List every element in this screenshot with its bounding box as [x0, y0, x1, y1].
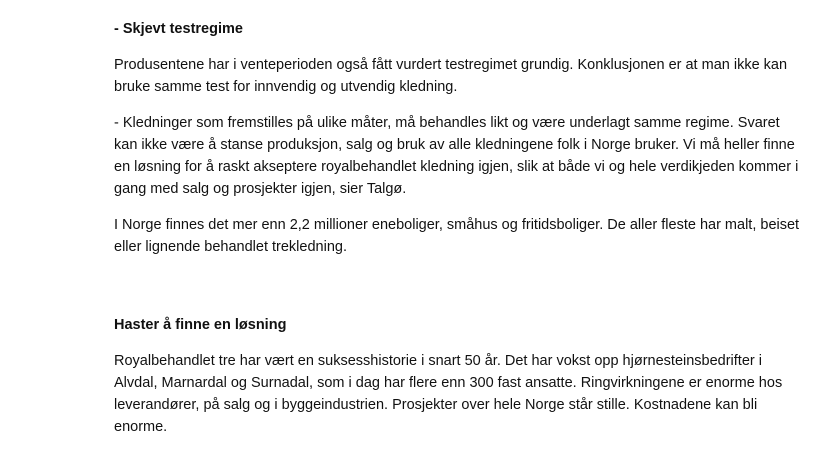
paragraph-royalbehandlet: Royalbehandlet tre har vært en suksesshistorie i snart 50 år. Det har vokst opp hjørnesteinsbedrifter i Alvdal, Marnardal og Surnadal, som i dag har flere enn 300 fast ansatte. Ringvirkningene er enorme hos leverandører, på salg og i byggeindustrien. Prosjekter over hele Norge står stille. Kostnadene kan bli enorme.	[114, 353, 783, 435]
section-heading-haster: Haster å finne en løsning	[114, 317, 287, 333]
paragraph-norge-boliger: I Norge finnes det mer enn 2,2 millioner eneboliger, småhus og fritidsboliger. De aller fleste har malt, beiset eller lignende behandlet trekledning.	[114, 217, 800, 255]
section-heading-skjevt-testregime: - Skjevt testregime	[114, 21, 243, 37]
paragraph-testregime: Produsentene har i venteperioden også fått vurdert testregimet grundig. Konklusjonen er at man ikke kan bruke samme test for innvendig og utvendig kledning.	[114, 57, 788, 95]
document-body	[114, 18, 804, 438]
paragraph-quote-talgo: - Kledninger som fremstilles på ulike måter, må behandles likt og være underlagt samme regime. Svaret kan ikke være å stanse produksjon, salg og bruk av alle kledningene folk i Norge bruker. Vi må heller finne en løsning for å raskt akseptere royalbehandlet kledning igjen, slik at både vi og hele verdikjeden kommer i gang med salg og prosjekter igjen, sier Talgø.	[114, 115, 799, 197]
